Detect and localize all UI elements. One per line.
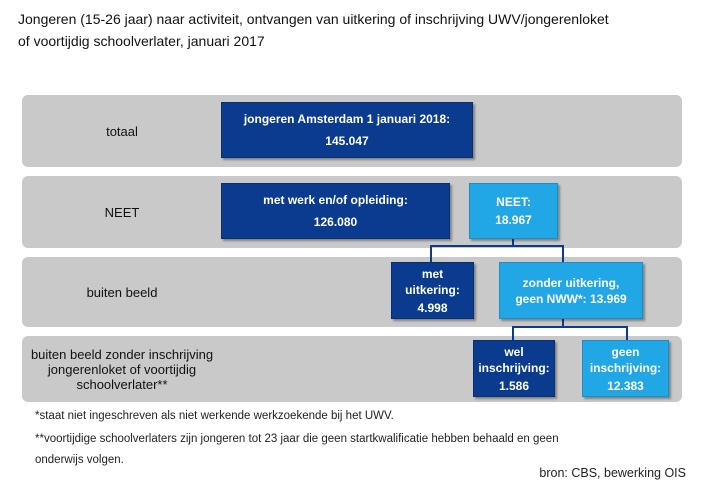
box-neet-value: 18.967	[495, 213, 532, 227]
box-zonder-uitkering-value: geen NWW*: 13.969	[515, 291, 627, 306]
box-wel-inschrijving-value: 1.586	[498, 378, 530, 393]
title-line-2: of voortijdig schoolverlater, januari 2017	[18, 33, 265, 49]
box-zonder-uitkering-label: zonder uitkering,	[522, 275, 620, 290]
connector-neet-split	[431, 238, 563, 262]
box-met-werk-label: met werk en/of opleiding:	[263, 193, 408, 207]
connector-uitkering-split	[513, 318, 627, 340]
box-geen-inschrijving	[582, 340, 669, 397]
box-met-uitkering-label2: uitkering:	[405, 282, 460, 297]
row-label-buiten-beeld: buiten beeld	[86, 284, 158, 300]
box-wel-inschrijving-label2: inschrijving:	[478, 360, 550, 375]
box-met-uitkering-value: 4.998	[417, 300, 448, 315]
box-wel-inschrijving-label1: wel	[504, 344, 524, 359]
footnote-2: **voortijdige schoolverlaters zijn jongeren tot 23 jaar die geen startkwalificatie hebben behaald en geen	[35, 433, 559, 445]
box-total-value: 145.047	[325, 134, 369, 148]
box-neet-label: NEET:	[496, 195, 531, 209]
footnote-1: *staat niet ingeschreven als niet werkende werkzoekende bij het UWV.	[35, 410, 394, 422]
box-geen-inschrijving-value: 12.383	[607, 378, 644, 393]
box-geen-inschrijving-label1: geen	[611, 344, 640, 359]
box-total	[221, 102, 473, 158]
box-zonder-uitkering	[499, 262, 643, 319]
box-met-werk	[221, 183, 450, 239]
box-met-uitkering-label1: met	[421, 266, 444, 281]
box-met-uitkering	[391, 262, 474, 319]
row-label-neet: NEET	[104, 204, 140, 220]
box-total-label: jongeren Amsterdam 1 januari 2018:	[243, 112, 451, 126]
row-label-zonder-inschrijving: buiten beeld zonder inschrijving jongerenloket of voortijdig schoolverlater**	[30, 346, 214, 392]
box-neet	[469, 183, 558, 239]
row-label-totaal: totaal	[106, 123, 138, 139]
source-credit: bron: CBS, bewerking OIS	[539, 466, 686, 480]
footnote-3: onderwijs volgen.	[35, 454, 124, 466]
box-met-werk-value: 126.080	[313, 215, 358, 229]
box-wel-inschrijving	[473, 340, 555, 397]
box-geen-inschrijving-label2: inschrijving:	[589, 360, 662, 375]
title-line-1: Jongeren (15-26 jaar) naar activiteit, ontvangen van uitkering of inschrijving UWV/jongerenloket	[18, 11, 609, 27]
